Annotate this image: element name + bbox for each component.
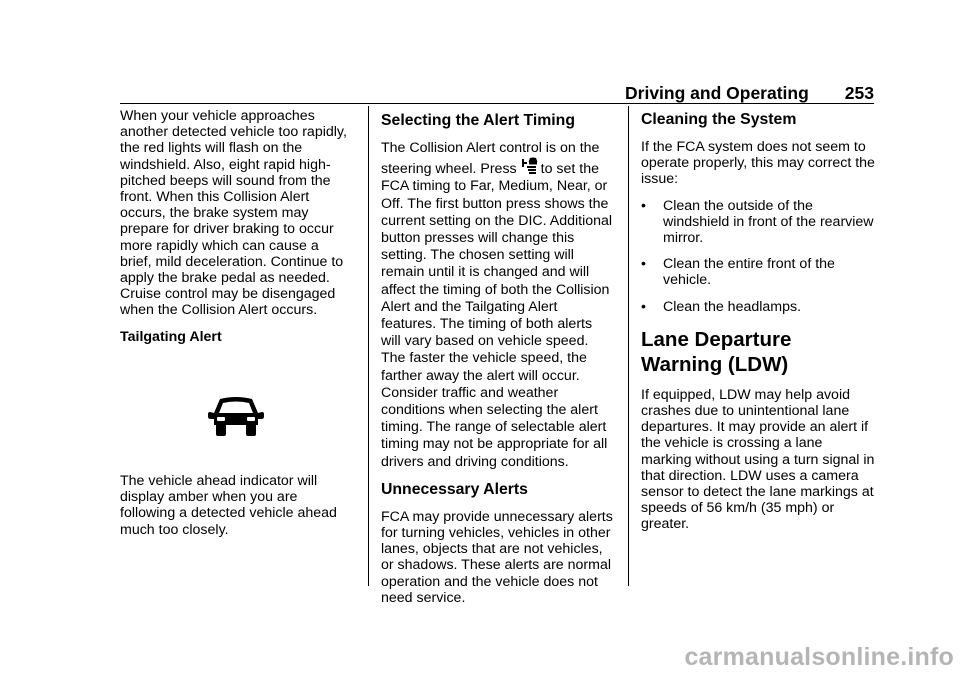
alert-timing-heading: Selecting the Alert Timing bbox=[381, 112, 575, 129]
list-item-text: Clean the entire front of the vehicle. bbox=[663, 256, 835, 289]
column-3 bbox=[641, 108, 876, 543]
unnecessary-alerts-paragraph: FCA may provide unnecessary alerts for turning vehicles, vehicles in other lanes, objects that are not vehicles, or shadows. These alerts are normal operation and the vehicle does not need service. bbox=[381, 508, 613, 606]
alert-timing-paragraph bbox=[381, 140, 613, 471]
column-1 bbox=[120, 108, 352, 548]
list-item bbox=[641, 198, 876, 247]
vehicle-ahead-icon-container bbox=[120, 393, 352, 445]
collision-alert-timing-icon bbox=[519, 157, 539, 177]
column-divider-1 bbox=[368, 106, 369, 586]
list-item-text: Clean the outside of the windshield in front of the rearview mirror. bbox=[663, 197, 874, 247]
column-divider-2 bbox=[628, 106, 629, 586]
list-item-text: Clean the headlamps. bbox=[663, 298, 802, 315]
list-item bbox=[641, 256, 876, 288]
column-2 bbox=[381, 109, 613, 616]
header-rule bbox=[120, 103, 874, 104]
watermark-text: carmanualsonline.info bbox=[684, 643, 954, 671]
cleaning-heading: Cleaning the System bbox=[641, 111, 797, 128]
ldw-paragraph: If equipped, LDW may help avoid crashes due to unintentional lane departures. It may provide an alert if the vehicle is crossing a lane marking without using a turn signal in that direction. LDW uses a camera sensor to detect the lane markings at speeds of 56 km/h (35 mph) or greater. bbox=[641, 386, 875, 533]
cleaning-paragraph: If the FCA system does not seem to operate properly, this may correct the issue: bbox=[641, 139, 875, 188]
bullet-mark: • bbox=[641, 256, 646, 273]
ldw-heading: Lane Departure Warning (LDW) bbox=[641, 327, 792, 376]
unnecessary-alerts-heading: Unnecessary Alerts bbox=[381, 480, 528, 498]
collision-alert-paragraph: When your vehicle approaches another detected vehicle too rapidly, the red lights will flash on the windshield. Also, eight rapid high-pitched beeps will sound from the front. When this Collision Alert occurs, the brake system may prepare for driver braking to occur more rapidly which can cause a brief, mild deceleration. Continue to apply the brake pedal as needed. Cruise control may be disengaged when the Collision Alert occurs. bbox=[120, 108, 347, 319]
page-header bbox=[625, 83, 874, 104]
vehicle-ahead-paragraph: The vehicle ahead indicator will display amber when you are following a detected vehicle ahead much too closely. bbox=[120, 473, 337, 538]
cleaning-list bbox=[641, 198, 876, 315]
list-item bbox=[641, 299, 876, 315]
bullet-mark: • bbox=[641, 197, 646, 214]
tailgating-alert-subhead: Tailgating Alert bbox=[120, 328, 222, 345]
page-number: 253 bbox=[844, 83, 874, 103]
section-title: Driving and Operating bbox=[625, 83, 809, 103]
alert-timing-text-before: The Collision Alert control is on the steering wheel. Press bbox=[381, 140, 600, 178]
vehicle-ahead-icon bbox=[206, 393, 266, 441]
alert-timing-text-after: to set the FCA timing to Far, Medium, Near, or Off. The first button press shows the current setting on the DIC. Additional button presses will change this setting. The chosen setting will remain until it is changed and will affect the timing of both the Collision Alert and the Tailgating Alert features. The timing of both alerts will vary based on vehicle speed. The faster the vehicle speed, the farther away the alert will occur. Consider traffic and weather conditions when selecting the alert timing. The range of selectable alert timing may not be appropriate for all drivers and driving conditions. bbox=[381, 161, 613, 470]
bullet-mark: • bbox=[641, 298, 646, 315]
